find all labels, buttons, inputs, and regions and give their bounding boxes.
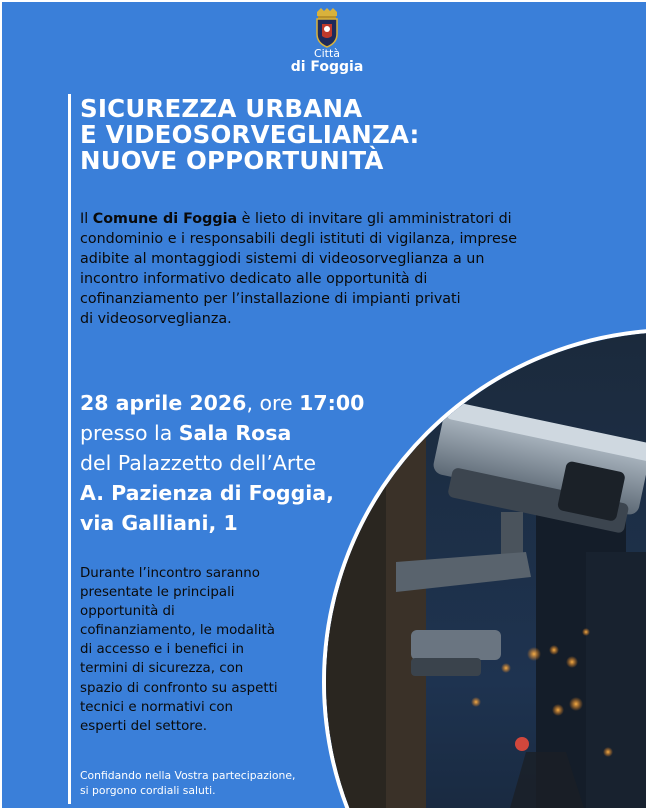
details-line: di accesso e i benefici in	[80, 642, 244, 658]
city-coat-of-arms-icon	[314, 8, 340, 48]
intro-paragraph	[80, 209, 560, 329]
city-logo	[282, 8, 372, 75]
event-time: 17:00	[299, 391, 365, 415]
logo-foggia-text: di Foggia	[290, 59, 364, 75]
event-address	[80, 508, 380, 538]
details-line: esperti del settore.	[80, 718, 208, 734]
event-presso: presso la	[80, 421, 179, 445]
event-building: del Palazzetto dell’Arte	[80, 451, 317, 475]
event-date: 28 aprile 2026	[80, 391, 247, 415]
event-address-text: via Galliani, 1	[80, 511, 238, 535]
event-venue: Sala Rosa	[178, 421, 292, 445]
details-line: opportunità di	[80, 604, 175, 620]
intro-line-6: di videosorveglianza.	[80, 311, 232, 327]
vertical-divider	[68, 94, 71, 804]
event-building-name	[80, 478, 380, 508]
details-line: cofinanziamento, le modalità	[80, 623, 275, 639]
details-line: presentate le principali	[80, 585, 235, 601]
closing-line-1: Confidando nella Vostra partecipazione,	[80, 769, 296, 782]
event-datetime	[80, 388, 380, 418]
poster	[2, 2, 646, 808]
intro-line-3: adibite al montaggiodi sistemi di videosorveglianza a un	[80, 251, 485, 267]
closing-line-2: si porgono cordiali saluti.	[80, 784, 216, 797]
details-line: spazio di confronto su aspetti	[80, 680, 278, 696]
closing-text	[80, 768, 340, 798]
event-ore: , ore	[246, 391, 300, 415]
details-line: Durante l’incontro saranno	[80, 566, 260, 581]
title-line-3: NUOVE OPPORTUNITÀ	[80, 146, 384, 175]
intro-line-1	[80, 209, 560, 229]
details-line: tecnici e normativi con	[80, 699, 234, 715]
intro-prefix: Il	[80, 211, 93, 227]
intro-line-5: cofinanziamento per l’installazione di impianti privati	[80, 291, 461, 307]
intro-line-4: incontro informativo dedicato alle opportunità di	[80, 271, 428, 287]
intro-line-2: condominio e i responsabili degli istituti di vigilanza, imprese	[80, 231, 518, 247]
event-building-name-text: A. Pazienza di Foggia,	[80, 481, 334, 505]
logo-citta-text: Città	[313, 47, 341, 60]
title-line-1: SICUREZZA URBANA	[80, 94, 363, 123]
page-title	[80, 96, 580, 174]
details-paragraph	[80, 564, 330, 736]
event-venue-line	[80, 418, 380, 448]
event-info	[80, 388, 380, 538]
title-line-2: E VIDEOSORVEGLIANZA:	[80, 120, 420, 149]
intro-line-1-rest: è lieto di invitare gli amministratori di	[237, 211, 512, 227]
details-line: termini di sicurezza, con	[80, 661, 244, 677]
intro-comune-name: Comune di Foggia	[92, 211, 238, 227]
